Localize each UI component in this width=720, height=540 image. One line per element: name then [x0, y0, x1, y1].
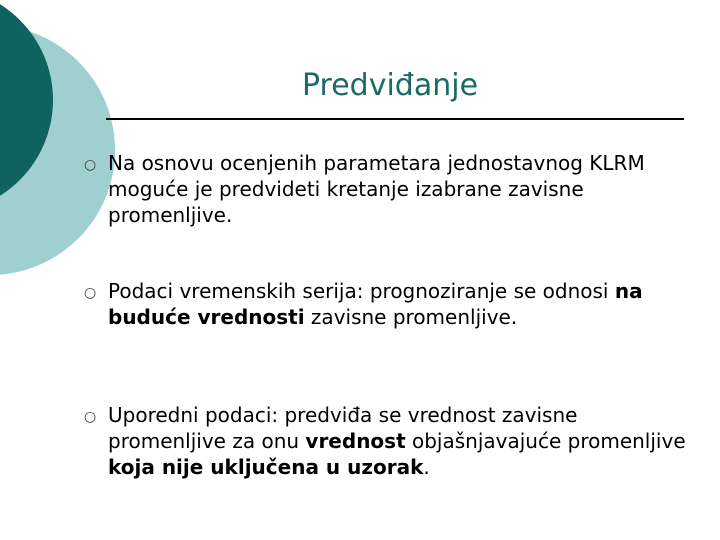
hollow-circle-icon: ○ [84, 409, 97, 425]
slide-title: Predviđanje [301, 68, 479, 103]
bullet-text-bold: na buduće vrednosti [108, 279, 643, 329]
bullet-item [84, 402, 694, 480]
bullet-text-segment: Podaci vremenskih serija: prognoziranje se odnosi [108, 279, 615, 303]
bullet-text-bold: koja nije uključena u uzorak [108, 455, 424, 479]
bullet-text [108, 278, 694, 330]
hollow-circle-icon: ○ [84, 285, 97, 301]
bullet-text-segment: Na osnovu ocenjenih parametara jednostavnog KLRM moguće je predvideti kretanje izabrane zavisne promenljive. [108, 151, 645, 227]
bullet-text-segment: objašnjavajuće promenljive [405, 429, 686, 453]
bullet-text-bold: vrednost [305, 429, 406, 453]
bullet-text-segment: . [423, 455, 430, 479]
title-underline [106, 118, 684, 120]
bullet-text [108, 402, 694, 480]
bullet-text [108, 150, 694, 228]
bullet-text-segment: zavisne promenljive. [304, 305, 518, 329]
bullet-item [84, 150, 694, 228]
hollow-circle-icon: ○ [84, 157, 97, 173]
bullet-text-segment: Uporedni podaci: predviđa se vrednost zavisne promenljive za onu [108, 403, 578, 453]
bullet-item [84, 278, 694, 330]
